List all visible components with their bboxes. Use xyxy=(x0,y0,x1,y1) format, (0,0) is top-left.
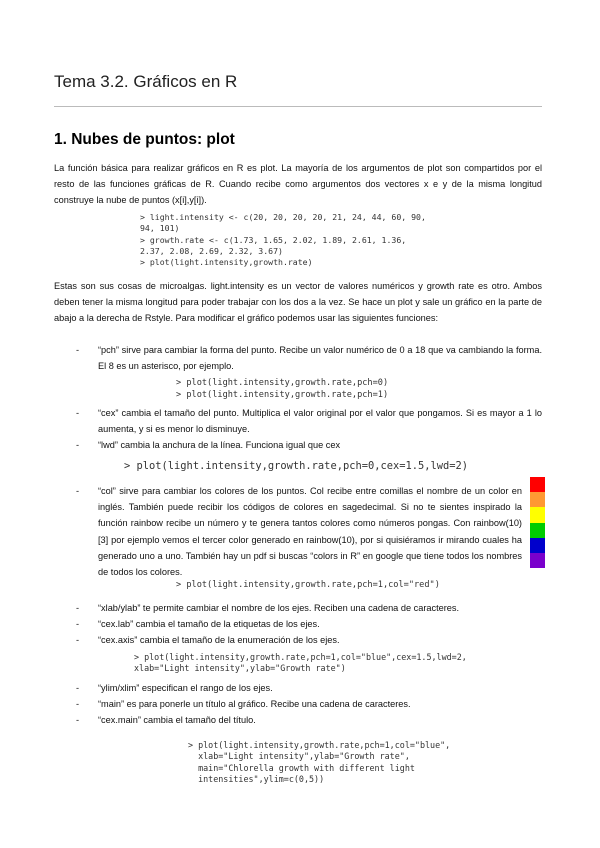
list-item-col xyxy=(54,483,522,579)
code-block-col: > plot(light.intensity,growth.rate,pch=1,col="red") xyxy=(176,580,440,590)
bullet-dash: - xyxy=(76,440,80,450)
title-divider xyxy=(54,106,542,107)
list-item-text: “cex” cambia el tamaño del punto. Multiplica el valor original por el valor que pongamos. Si es mayor a 1 lo aumenta, y si es menor lo disminuye. xyxy=(98,408,542,435)
bullet-dash: - xyxy=(76,683,80,693)
list-item-cex-main xyxy=(54,712,542,730)
bullet-dash: - xyxy=(76,715,80,725)
color-swatch xyxy=(530,507,545,522)
color-swatch xyxy=(530,553,545,568)
bullet-dash: - xyxy=(76,408,80,418)
list-item-text: “main” es para ponerle un título al gráfico. Recibe una cadena de caracteres. xyxy=(98,699,411,709)
code-block-vectors: > light.intensity <- c(20, 20, 20, 20, 21, 24, 44, 60, 90, 94, 101) > growth.rate <- c(1.73, 1.65, 2.02, 1.89, 2.61, 1.36, 2.37, 2.08, 2.69, 2.32, 3.67) > plot(light.intensity,growth.rate) xyxy=(140,212,426,268)
list-item-text: “pch” sirve para cambiar la forma del punto. Recibe un valor numérico de 0 a 18 que va cambiando la forma. El 8 es un asterisco, por ejemplo. xyxy=(98,345,542,372)
list-item-pch xyxy=(54,342,542,376)
color-swatch xyxy=(530,477,545,492)
list-item-cex xyxy=(54,405,542,439)
list-item-text: “lwd” cambia la anchura de la línea. Funciona igual que cex xyxy=(98,440,341,450)
rainbow-color-swatches xyxy=(530,477,545,568)
bullet-dash: - xyxy=(76,699,80,709)
list-item-text: “cex.main” cambia el tamaño del título. xyxy=(98,715,256,725)
color-swatch xyxy=(530,492,545,507)
bullet-dash: - xyxy=(76,619,80,629)
section-title: 1. Nubes de puntos: plot xyxy=(54,131,235,148)
bullet-dash: - xyxy=(76,635,80,645)
color-swatch xyxy=(530,538,545,553)
intro-paragraph: La función básica para realizar gráficos en R es plot. La mayoría de los argumentos de plot son compartidos por el resto de las funciones gráficas de R. Cuando recibe como argumentos dos vectores x e y de la misma longitud construye la nube de puntos (x[i],y[i]). xyxy=(54,163,542,206)
list-item-text: “xlab/ylab” te permite cambiar el nombre de los ejes. Reciben una cadena de caracteres. xyxy=(98,603,460,613)
code-block-lwd: > plot(light.intensity,growth.rate,pch=0,cex=1.5,lwd=2) xyxy=(124,460,469,472)
bullet-dash: - xyxy=(76,486,80,496)
code-block-xlab: > plot(light.intensity,growth.rate,pch=1,col="blue",cex=1.5,lwd=2, xlab="Light intensity",ylab="Growth rate") xyxy=(134,652,467,674)
color-swatch xyxy=(530,523,545,538)
code-block-pch: > plot(light.intensity,growth.rate,pch=0) > plot(light.intensity,growth.rate,pch=1) xyxy=(176,378,389,400)
list-item-text: “ylim/xlim” especifican el rango de los ejes. xyxy=(98,683,273,693)
list-item-lwd xyxy=(54,437,542,455)
bullet-dash: - xyxy=(76,603,80,613)
list-item-text: “cex.axis” cambia el tamaño de la enumeración de los ejes. xyxy=(98,635,340,645)
list-item-text: “col” sirve para cambiar los colores de los puntos. Col recibe entre comillas el nombre de un color en inglés. También puede recibir los códigos de colores en sagedecimal. Si no te sientes inspirado la función rainbow recibe un número y te genera tantos colores como números pongas. Con rainbow(10)[3] por ejemplo vemos el tercer color generado en rainbow(10), por si quisiéramos ir mirando cuales ha generado uno a uno. También hay un pdf si buscas “colors in R” en google que tiene todos los nombres de todos los colores. xyxy=(98,486,522,578)
bullet-dash: - xyxy=(76,345,80,355)
list-item-cex-axis xyxy=(54,632,542,650)
paragraph-microalgas: Estas son sus cosas de microalgas. light.intensity es un vector de valores numéricos y growth rate es otro. Ambos deben tener la misma longitud para poder trabajar con los dos a la vez. Se hace un plot y sale un gráfico en la parte de abajo a la derecha de Rstyle. Para modificar el gráfico podemos usar las siguientes funciones: xyxy=(54,281,542,324)
list-item-text: “cex.lab” cambia el tamaño de la etiquetas de los ejes. xyxy=(98,619,320,629)
document-title: Tema 3.2. Gráficos en R xyxy=(54,72,238,91)
code-block-main: > plot(light.intensity,growth.rate,pch=1,col="blue", xlab="Light intensity",ylab="Growth rate", main="Chlorella growth with different light intensities",ylim=c(0,5)) xyxy=(188,740,451,784)
